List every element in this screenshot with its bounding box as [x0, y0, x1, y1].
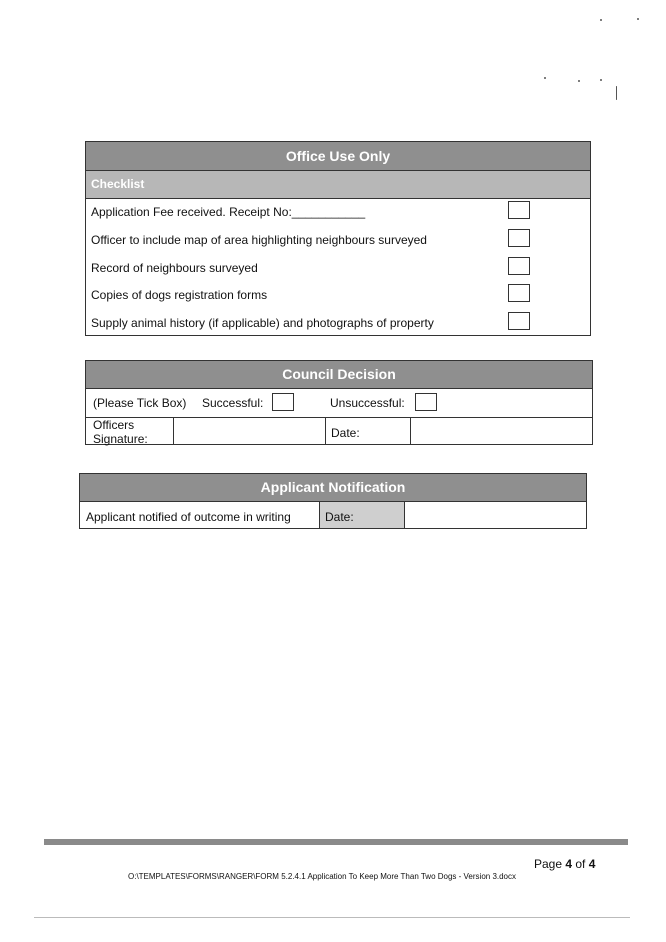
checklist-item	[86, 226, 590, 254]
notified-text-cell	[80, 502, 319, 528]
notification-date-field[interactable]	[404, 502, 586, 528]
notification-date-label-cell	[319, 502, 404, 528]
office-use-table	[85, 141, 591, 336]
page-current: 4	[565, 857, 573, 871]
footer-rule	[44, 839, 628, 845]
page-prefix: Page	[534, 857, 566, 871]
checklist-checkbox[interactable]	[508, 229, 530, 247]
signature-row	[86, 418, 592, 444]
office-use-title: Office Use Only	[285, 148, 391, 164]
checklist-item	[86, 198, 590, 226]
decision-date-field[interactable]	[410, 418, 592, 444]
council-decision-header	[86, 361, 592, 389]
officers-signature-label-cell	[86, 418, 173, 444]
checklist-checkbox[interactable]	[508, 312, 530, 330]
scan-speck	[544, 77, 546, 79]
notification-row	[80, 502, 586, 528]
office-use-header	[86, 142, 590, 171]
checklist-item	[86, 310, 590, 337]
decision-date-label: Date:	[331, 426, 360, 440]
checklist-item-label: Officer to include map of area highlighting neighbours surveyed	[91, 233, 427, 247]
notified-text: Applicant notified of outcome in writing	[86, 510, 291, 524]
tick-row	[86, 389, 592, 418]
applicant-notification-header	[80, 474, 586, 502]
scan-speck	[600, 79, 602, 81]
page-of: of	[572, 857, 589, 871]
page-total: 4	[588, 857, 596, 871]
checklist-checkbox[interactable]	[508, 257, 530, 275]
successful-label: Successful:	[202, 396, 264, 410]
council-decision-table	[85, 360, 593, 445]
checklist-item-label: Supply animal history (if applicable) and photographs of property	[91, 316, 434, 330]
checklist-title: Checklist	[91, 177, 145, 191]
checklist-item	[86, 282, 590, 310]
decision-date-label-cell	[325, 418, 410, 444]
officers-signature-field[interactable]	[173, 418, 325, 444]
unsuccessful-label: Unsuccessful:	[330, 396, 405, 410]
file-path: O:\TEMPLATES\FORMS\RANGER\FORM 5.2.4.1 Application To Keep More Than Two Dogs - Version 3.docx	[128, 872, 517, 881]
scan-speck	[637, 18, 639, 20]
scan-speck	[616, 86, 617, 100]
council-decision-title: Council Decision	[282, 366, 396, 382]
successful-checkbox[interactable]	[272, 393, 294, 411]
officers-signature-label: Officers Signature:	[93, 418, 148, 446]
scan-speck	[600, 19, 602, 21]
checklist-item-label: Application Fee received. Receipt No:___________	[91, 205, 366, 219]
applicant-notification-table	[79, 473, 587, 529]
bottom-rule	[34, 917, 630, 918]
applicant-notification-title: Applicant Notification	[260, 479, 406, 495]
checklist-header	[86, 171, 590, 199]
checklist-item-label: Copies of dogs registration forms	[91, 288, 268, 302]
checklist-checkbox[interactable]	[508, 284, 530, 302]
checklist-item-label: Record of neighbours surveyed	[91, 261, 258, 275]
scan-speck	[578, 80, 580, 82]
checklist-checkbox[interactable]	[508, 201, 530, 219]
notification-date-label: Date:	[325, 510, 354, 524]
page-number	[534, 857, 595, 871]
unsuccessful-checkbox[interactable]	[415, 393, 437, 411]
please-tick-label: (Please Tick Box)	[93, 396, 187, 410]
checklist-item	[86, 254, 590, 282]
